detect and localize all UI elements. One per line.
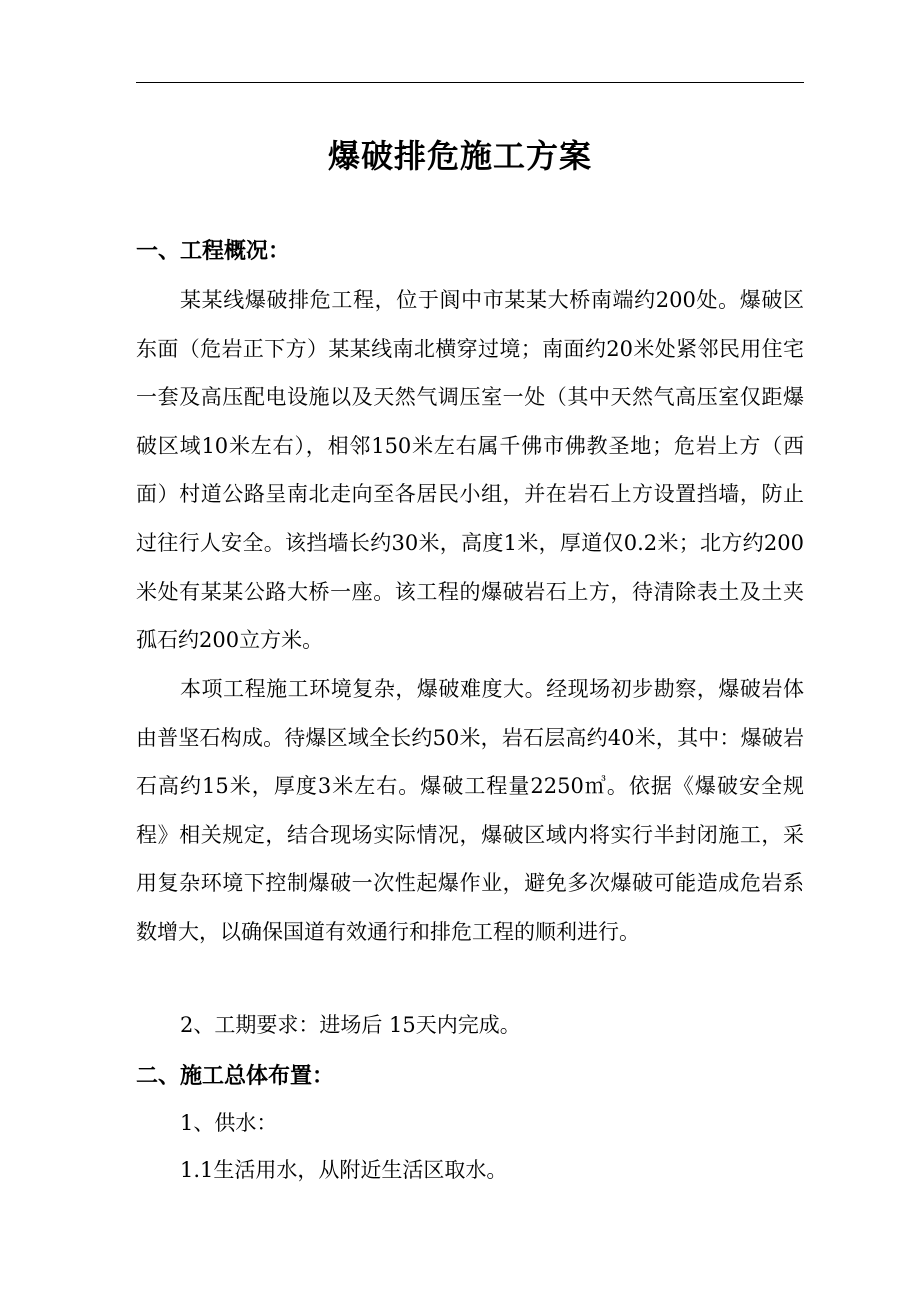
schedule-requirement: 2、工期要求：进场后 15天内完成。 bbox=[180, 1013, 521, 1037]
section-1-heading: 一、工程概况： bbox=[136, 238, 291, 264]
section-2-heading: 二、施工总体布置： bbox=[136, 1063, 335, 1089]
water-supply-item: 1、供水： bbox=[180, 1111, 278, 1135]
document-title: 爆破排危施工方案 bbox=[327, 137, 592, 175]
section-1-paragraph-1: 某某线爆破排危工程，位于阆中市某某大桥南端约200处。爆破区东面（危岩正下方）某某线南北横穿过境；南面约20米处紧邻民用住宅一套及高压配电设施以及天然气调压室一处（其中天然气高压室仅距爆破区域10米左右），相邻150米左右属千佛市佛教圣地；危岩上方（西面）村道公路呈南北走向至各居民小组，并在岩石上方设置挡墙，防止过往行人安全。该挡墙长约30米，高度1米，厚道仅0.2米；北方约200米处有某某公路大桥一座。该工程的爆破岩石上方，待清除表土及土夹孤石约200立方米。 bbox=[136, 288, 804, 653]
header-rule bbox=[136, 82, 804, 83]
section-1-paragraph-2: 本项工程施工环境复杂，爆破难度大。经现场初步勘察，爆破岩体由普坚石构成。待爆区域全长约50米，岩石层高约40米，其中：爆破岩石高约15米，厚度3米左右。爆破工程量2250㎥。依据《爆破安全规程》相关规定，结合现场实际情况，爆破区域内将实行半封闭施工，采用复杂环境下控制爆破一次性起爆作业，避免多次爆破可能造成危岩系数增大，以确保国道有效通行和排危工程的顺利进行。 bbox=[136, 677, 804, 944]
domestic-water-item: 1.1生活用水，从附近生活区取水。 bbox=[180, 1158, 508, 1182]
